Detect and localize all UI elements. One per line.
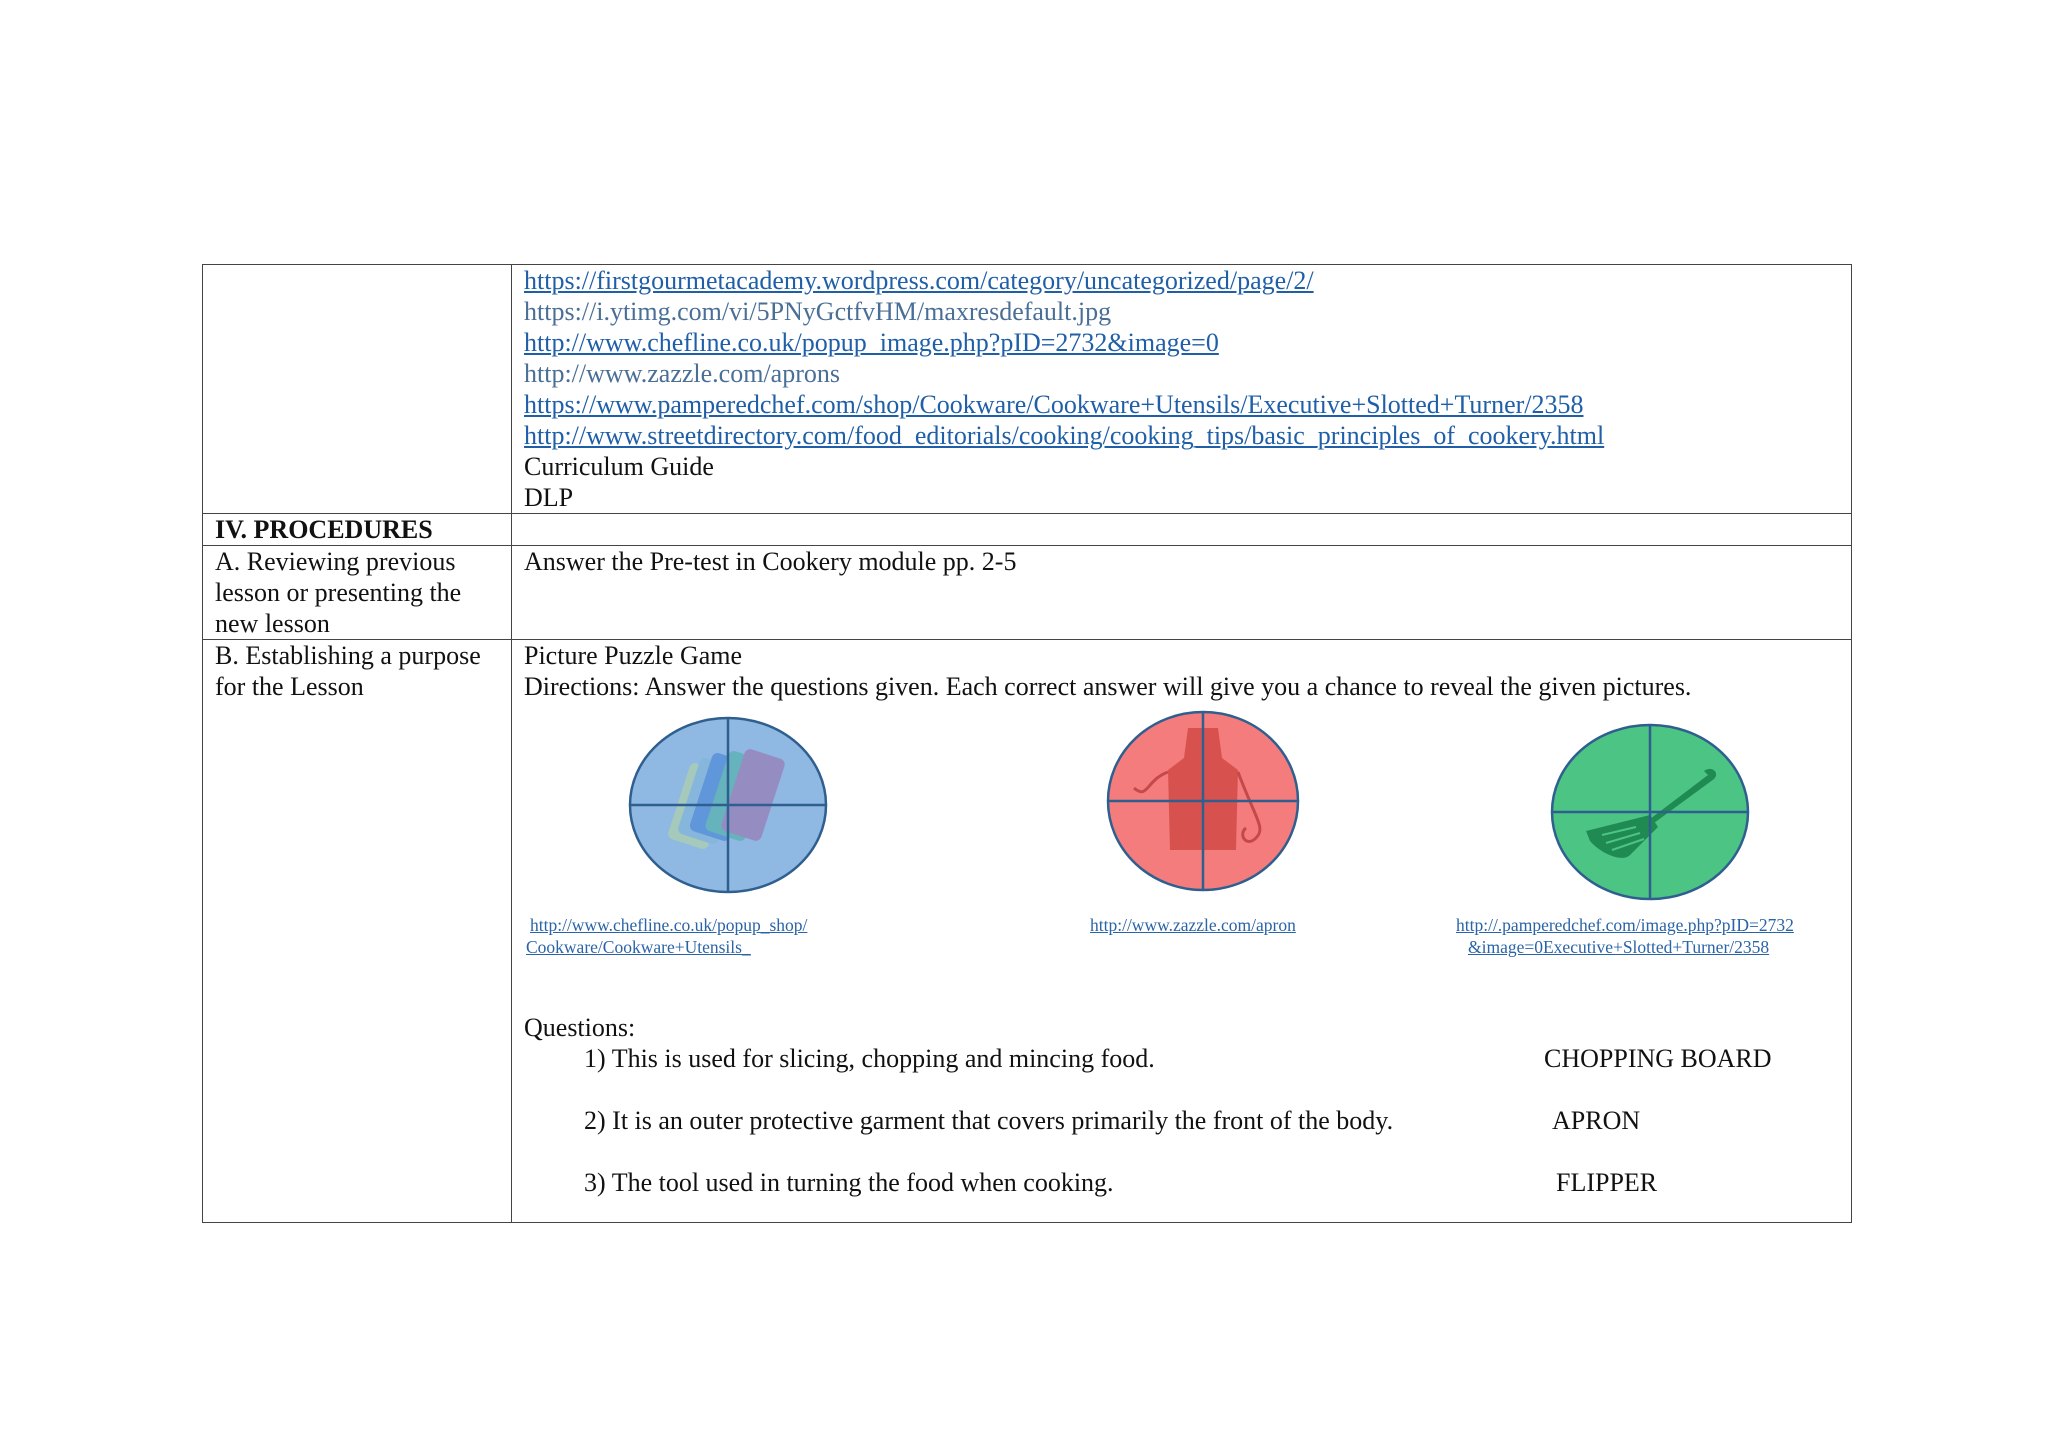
puzzle-picture-flipper[interactable] <box>1550 723 1750 908</box>
picture-puzzle-area <box>512 716 1850 976</box>
step-a-row <box>203 546 1852 640</box>
reference-link-1[interactable]: https://firstgourmetacademy.wordpress.com/category/uncategorized/page/2/ <box>524 266 1314 295</box>
picture-3-caption-line1[interactable]: http://.pamperedchef.com/image.php?pID=2732 <box>1456 915 1794 935</box>
question-text-3: 3) The tool used in turning the food when cooking. <box>584 1168 1114 1197</box>
reference-link-6[interactable]: http://www.streetdirectory.com/food_editorials/cooking/cooking_tips/basic_principles_of_cookery.html <box>524 421 1605 450</box>
lesson-plan-table <box>202 264 1852 1223</box>
reference-dlp: DLP <box>524 483 574 512</box>
picture-3-caption-line2[interactable]: &image=0Executive+Slotted+Turner/2358 <box>1468 937 1770 957</box>
step-b-label: B. Establishing a purpose for the Lesson <box>203 640 512 1223</box>
answer-3: FLIPPER <box>1556 1168 1658 1197</box>
procedures-heading: IV. PROCEDURES <box>203 514 512 546</box>
picture-1-caption-line1[interactable]: http://www.chefline.co.uk/popup_shop/ <box>530 915 808 935</box>
step-a-label: A. Reviewing previous lesson or presenting the new lesson <box>203 546 512 640</box>
reference-curriculum-guide: Curriculum Guide <box>524 452 714 481</box>
answer-2: APRON <box>1552 1106 1641 1135</box>
step-a-content: Answer the Pre-test in Cookery module pp. 2-5 <box>512 546 1852 640</box>
procedures-row <box>203 514 1852 546</box>
question-text-1: 1) This is used for slicing, chopping and mincing food. <box>584 1044 1155 1073</box>
question-item-2 <box>524 1105 1844 1167</box>
picture-1-caption-line2[interactable]: Cookware/Cookware+Utensils_ <box>526 937 751 957</box>
step-b-content <box>512 640 1852 1223</box>
reference-link-5[interactable]: https://www.pamperedchef.com/shop/Cookware/Cookware+Utensils/Executive+Slotted+Turner/2358 <box>524 390 1584 419</box>
puzzle-directions: Directions: Answer the questions given. Each correct answer will give you a chance to reveal the given pictures. <box>524 672 1692 701</box>
step-b-row <box>203 640 1852 1223</box>
reference-link-2[interactable]: https://i.ytimg.com/vi/5PNyGctfvHM/maxresdefault.jpg <box>524 297 1112 326</box>
references-left-cell <box>203 265 512 514</box>
picture-2-caption[interactable]: http://www.zazzle.com/apron <box>1090 915 1296 935</box>
puzzle-picture-chopping-board[interactable] <box>628 716 828 901</box>
references-row <box>203 265 1852 514</box>
question-item-1 <box>524 1043 1844 1105</box>
puzzle-picture-apron[interactable] <box>1106 710 1300 899</box>
procedures-empty-cell <box>512 514 1852 546</box>
puzzle-title: Picture Puzzle Game <box>524 641 743 670</box>
question-text-2: 2) It is an outer protective garment that covers primarily the front of the body. <box>584 1106 1394 1135</box>
questions-section <box>524 1012 1844 1229</box>
reference-link-3[interactable]: http://www.chefline.co.uk/popup_image.php?pID=2732&image=0 <box>524 328 1219 357</box>
reference-link-4[interactable]: http://www.zazzle.com/aprons <box>524 359 840 388</box>
answer-1: CHOPPING BOARD <box>1544 1044 1772 1073</box>
question-item-3 <box>524 1167 1844 1229</box>
questions-title: Questions: <box>524 1013 636 1042</box>
references-cell <box>512 265 1852 514</box>
